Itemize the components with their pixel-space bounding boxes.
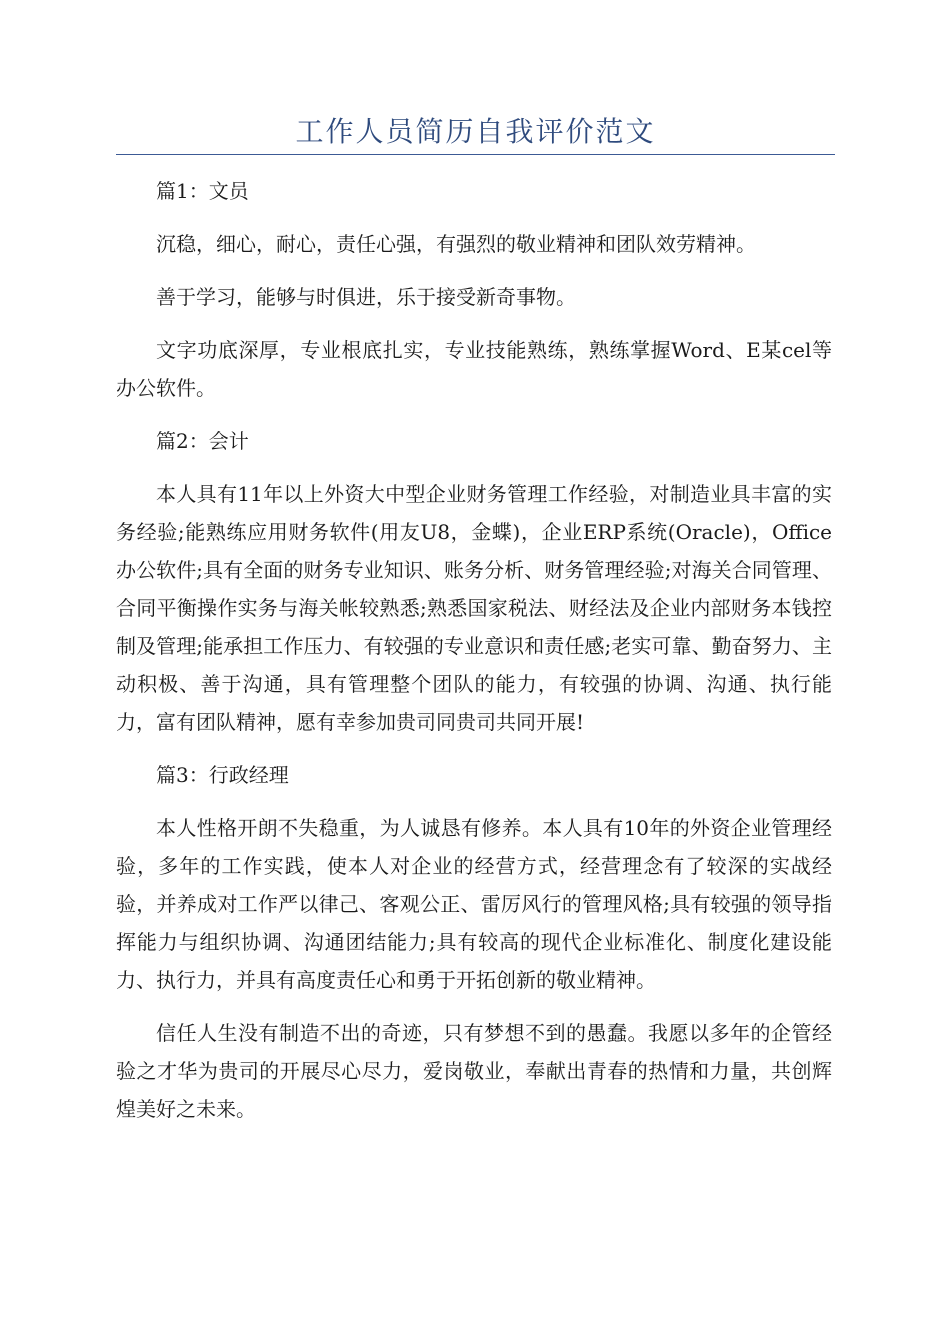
paragraph: 本人具有11年以上外资大中型企业财务管理工作经验，对制造业具丰富的实务经验;能熟练应用财务软件(用友U8，金蝶)，企业ERP系统(Oracle)，Office办公软件;具有全面的财务专业知识、账务分析、财务管理经验;对海关合同管理、合同平衡操作实务与海关帐较熟悉;熟悉国家税法、财经法及企业内部财务本钱控制及管理;能承担工作压力、有较强的专业意识和责任感;老实可靠、勤奋努力、主动积极、善于沟通，具有管理整个团队的能力，有较强的协调、沟通、执行能力，富有团队精神，愿有幸参加贵司同贵司共同开展!	[116, 482, 832, 734]
paragraph: 沉稳，细心，耐心，责任心强，有强烈的敬业精神和团队效劳精神。	[156, 232, 756, 256]
document-body	[116, 172, 832, 1143]
title-divider	[116, 154, 835, 155]
section-heading-admin-manager: 篇3：行政经理	[156, 763, 289, 787]
paragraph: 本人性格开朗不失稳重，为人诚恳有修养。本人具有10年的外资企业管理经验，多年的工作实践，使本人对企业的经营方式，经营理念有了较深的实战经验，并养成对工作严以律己、客观公正、雷厉风行的管理风格;具有较强的领导指挥能力与组织协调、沟通团结能力;具有较高的现代企业标准化、制度化建设能力、执行力，并具有高度责任心和勇于开拓创新的敬业精神。	[116, 816, 832, 992]
section-heading-clerk: 篇1：文员	[156, 179, 249, 203]
section-heading-accountant: 篇2：会计	[156, 429, 249, 453]
paragraph: 善于学习，能够与时俱进，乐于接受新奇事物。	[156, 285, 576, 309]
paragraph: 文字功底深厚，专业根底扎实，专业技能熟练，熟练掌握Word、E某cel等办公软件。	[116, 338, 832, 400]
paragraph: 信任人生没有制造不出的奇迹，只有梦想不到的愚蠢。我愿以多年的企管经验之才华为贵司的开展尽心尽力，爱岗敬业，奉献出青春的热情和力量，共创辉煌美好之未来。	[116, 1021, 832, 1121]
document-title: 工作人员简历自我评价范文	[295, 115, 656, 148]
